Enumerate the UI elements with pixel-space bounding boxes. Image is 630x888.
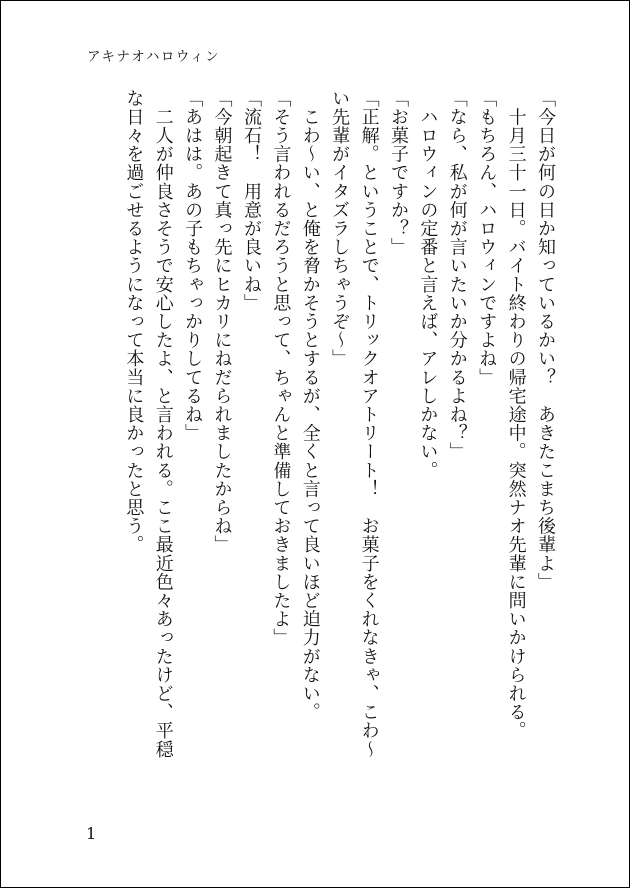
text-line: い先輩がイタズラしちゃうぞ～」 [329,89,351,368]
text-line: ハロウィンの定番と言えば、アレしかない。 [417,89,439,480]
text-line: 「お菓子ですか？」 [387,89,409,257]
text-line: 「もちろん、ハロウィンですよね」 [476,89,498,387]
text-line: 二人が仲良さそうで安心したよ、と言われる。ここ最近色々あったけど、平穏 [152,89,174,759]
text-line: な日々を過ごせるようになって本当に良かったと思う。 [123,89,145,554]
text-line: 十月三十一日。バイト終わりの帰宅途中。突然ナオ先輩に問いかけられる。 [505,89,527,740]
vertical-body-text [80,89,560,809]
story-title: アキナオハロウィン [87,49,221,65]
text-line: 「正解。ということで、トリックオアトリート！ お菓子をくれなきゃ、こわ～ [358,89,380,759]
text-line: 「そう言われるだろうと思って、ちゃんと準備しておきましたよ」 [270,89,292,647]
text-line: こわ～い、と俺を脅かそうとするが、全くと言って良いほど迫力がない。 [299,89,321,722]
page-number: 1 [86,824,97,843]
text-line: 「今朝起きて真っ先にヒカリにねだられましたからね」 [211,89,233,554]
text-line: 「あはは。あの子もちゃっかりしてるね」 [182,89,204,443]
text-line: 「なら、私が何が言いたいか分かるよね？」 [446,89,468,461]
text-line: 「今日が何の日か知っているかい？ あきたこまち後輩よ」 [535,89,556,592]
text-line: 「流石！ 用意が良いね」 [240,89,262,313]
